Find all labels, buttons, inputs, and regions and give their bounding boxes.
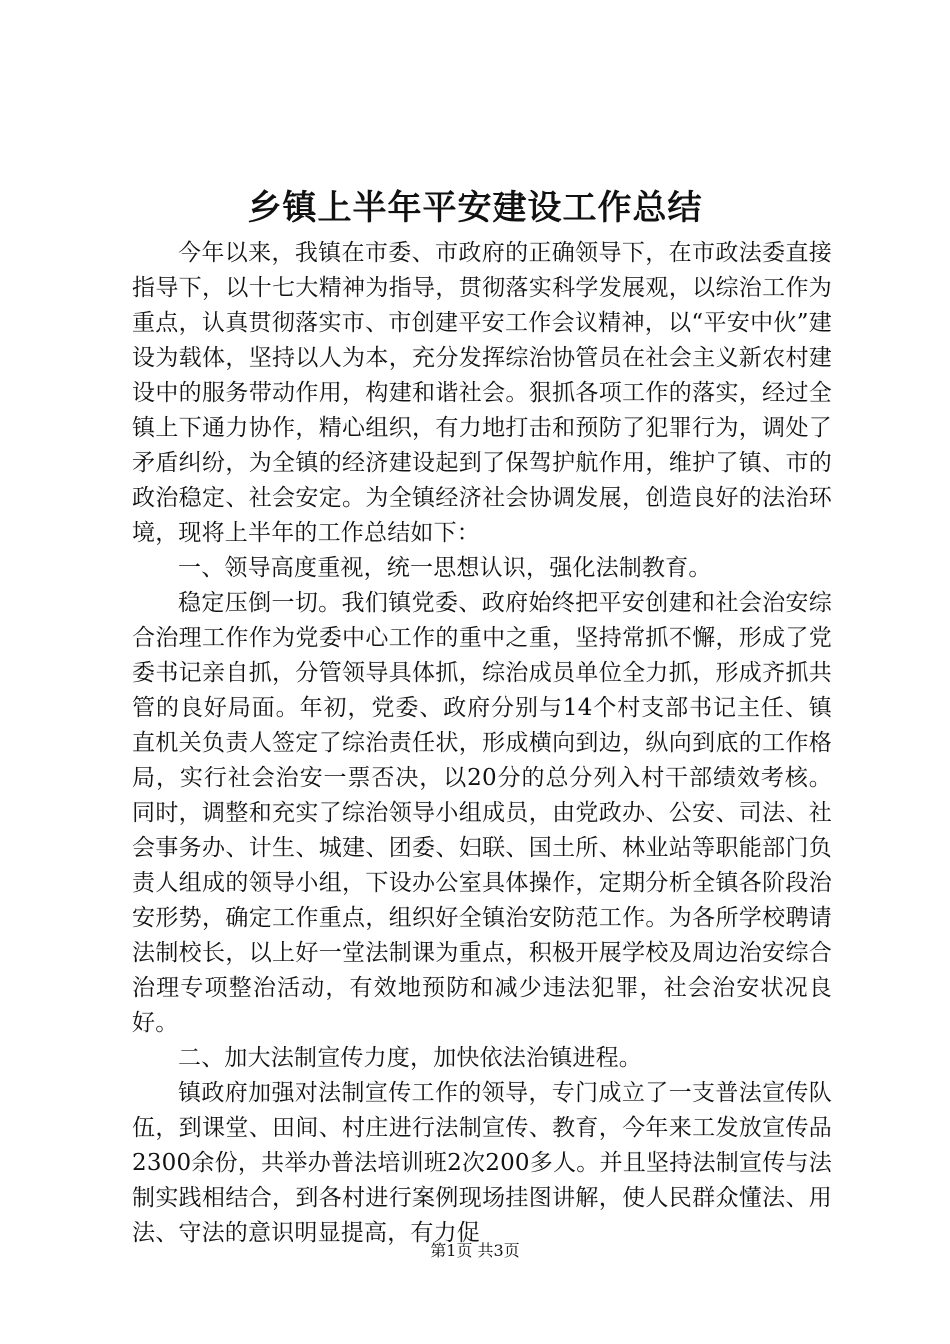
document-body [132, 236, 832, 1251]
paragraph-section-1: 稳定压倒一切。我们镇党委、政府始终把平安创建和社会治安综合治理工作作为党委中心工作的重中之重，坚持常抓不懈，形成了党委书记亲自抓，分管领导具体抓，综治成员单位全力抓，形成齐抓共管的良好局面。年初，党委、政府分别与14个村支部书记主任、镇直机关负责人签定了综治责任状，形成横向到边，纵向到底的工作格局，实行社会治安一票否决，以20分的总分列入村干部绩效考核。同时，调整和充实了综治领导小组成员，由党政办、公安、司法、社会事务办、计生、城建、团委、妇联、国土所、林业站等职能部门负责人组成的领导小组，下设办公室具体操作，定期分析全镇各阶段治安形势，确定工作重点，组织好全镇治安防范工作。为各所学校聘请法制校长，以上好一堂法制课为重点，积极开展学校及周边治安综合治理专项整治活动，有效地预防和减少违法犯罪，社会治安状况良好。 [132, 590, 832, 1036]
paragraph-intro: 今年以来，我镇在市委、市政府的正确领导下，在市政法委直接指导下，以十七大精神为指导，贯彻落实科学发展观，以综治工作为重点，认真贯彻落实市、市创建平安工作会议精神，以“平安中伙”建设为载体，坚持以人为本，充分发挥综治协管员在社会主义新农村建设中的服务带动作用，构建和谐社会。狠抓各项工作的落实，经过全镇上下通力协作，精心组织，有力地打击和预防了犯罪行为，调处了矛盾纠纷，为全镇的经济建设起到了保驾护航作用，维护了镇、市的政治稳定、社会安定。为全镇经济社会协调发展，创造良好的法治环境，现将上半年的工作总结如下： [132, 240, 832, 546]
document-title: 乡镇上半年平安建设工作总结 [247, 188, 703, 228]
page-number-footer: 第1页 共3页 [430, 1241, 520, 1260]
section-heading-2: 二、加大法制宣传力度，加快依法治镇进程。 [178, 1045, 642, 1071]
section-heading-1: 一、领导高度重视，统一思想认识，强化法制教育。 [178, 555, 712, 581]
paragraph-section-2: 镇政府加强对法制宣传工作的领导，专门成立了一支普法宣传队伍，到课堂、田间、村庄进行法制宣传、教育，今年来工发放宣传品2300余份，共举办普法培训班2次200多人。并且坚持法制宣传与法制实践相结合，到各村进行案例现场挂图讲解，使人民群众懂法、用法、守法的意识明显提高，有力促 [132, 1080, 832, 1246]
